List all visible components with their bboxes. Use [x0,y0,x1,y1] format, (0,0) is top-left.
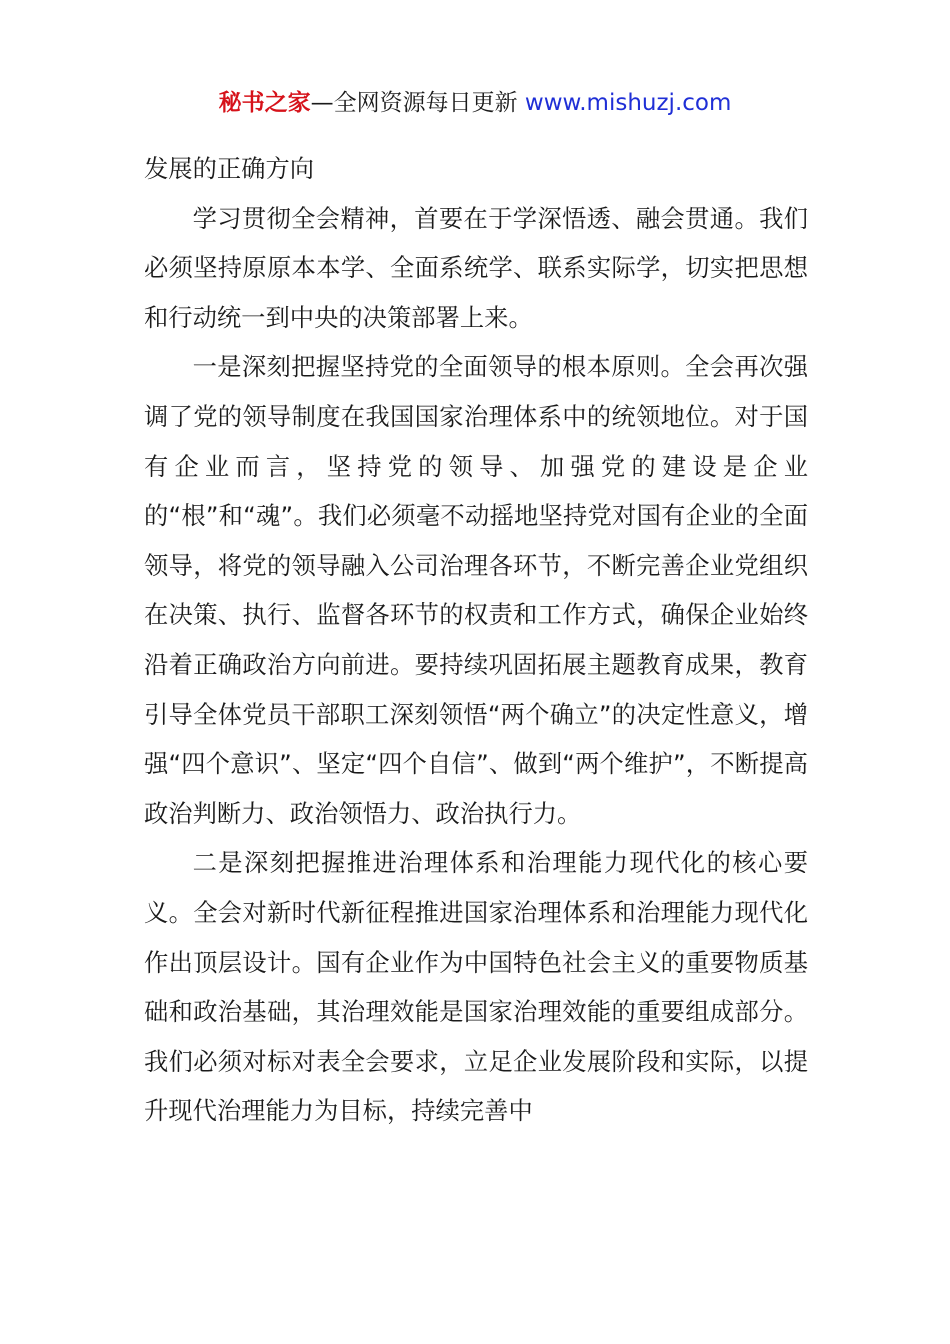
paragraph: 一是深刻把握坚持党的全面领导的根本原则。全会再次强调了党的领导制度在我国国家治理体系中的统领地位。对于国有企业而言，坚持党的领导、加强党的建设是企业的“根”和“魂”。我们必须毫不动摇地坚持党对国有企业的全面领导，将党的领导融入公司治理各环节，不断完善企业党组织在决策、执行、监督各环节的权责和工作方式，确保企业始终沿着正确政治方向前进。要持续巩固拓展主题教育成果，教育引导全体党员干部职工深刻领悟“两个确立”的决定性意义，增强“四个意识”、坚定“四个自信”、做到“两个维护”，不断提高政治判断力、政治领悟力、政治执行力。 [144,352,808,828]
site-url-link[interactable]: www.mishuzj.com [524,90,732,116]
paragraph-continuation: 发展的正确方向 [144,154,315,183]
paragraph: 学习贯彻全会精神，首要在于学深悟透、融会贯通。我们必须坚持原原本本学、全面系统学、联系实际学，切实把思想和行动统一到中央的决策部署上来。 [144,203,808,332]
document-body [144,144,808,1136]
site-brand: 秘书之家 [218,90,311,116]
page-header [0,86,950,120]
site-tagline: —全网资源每日更新 [310,90,518,116]
paragraph: 二是深刻把握推进治理体系和治理能力现代化的核心要义。全会对新时代新征程推进国家治理体系和治理能力现代化作出顶层设计。国有企业作为中国特色社会主义的重要物质基础和政治基础，其治理效能是国家治理效能的重要组成部分。我们必须对标对表全会要求，立足企业发展阶段和实际，以提升现代治理能力为目标，持续完善中 [144,848,808,1126]
